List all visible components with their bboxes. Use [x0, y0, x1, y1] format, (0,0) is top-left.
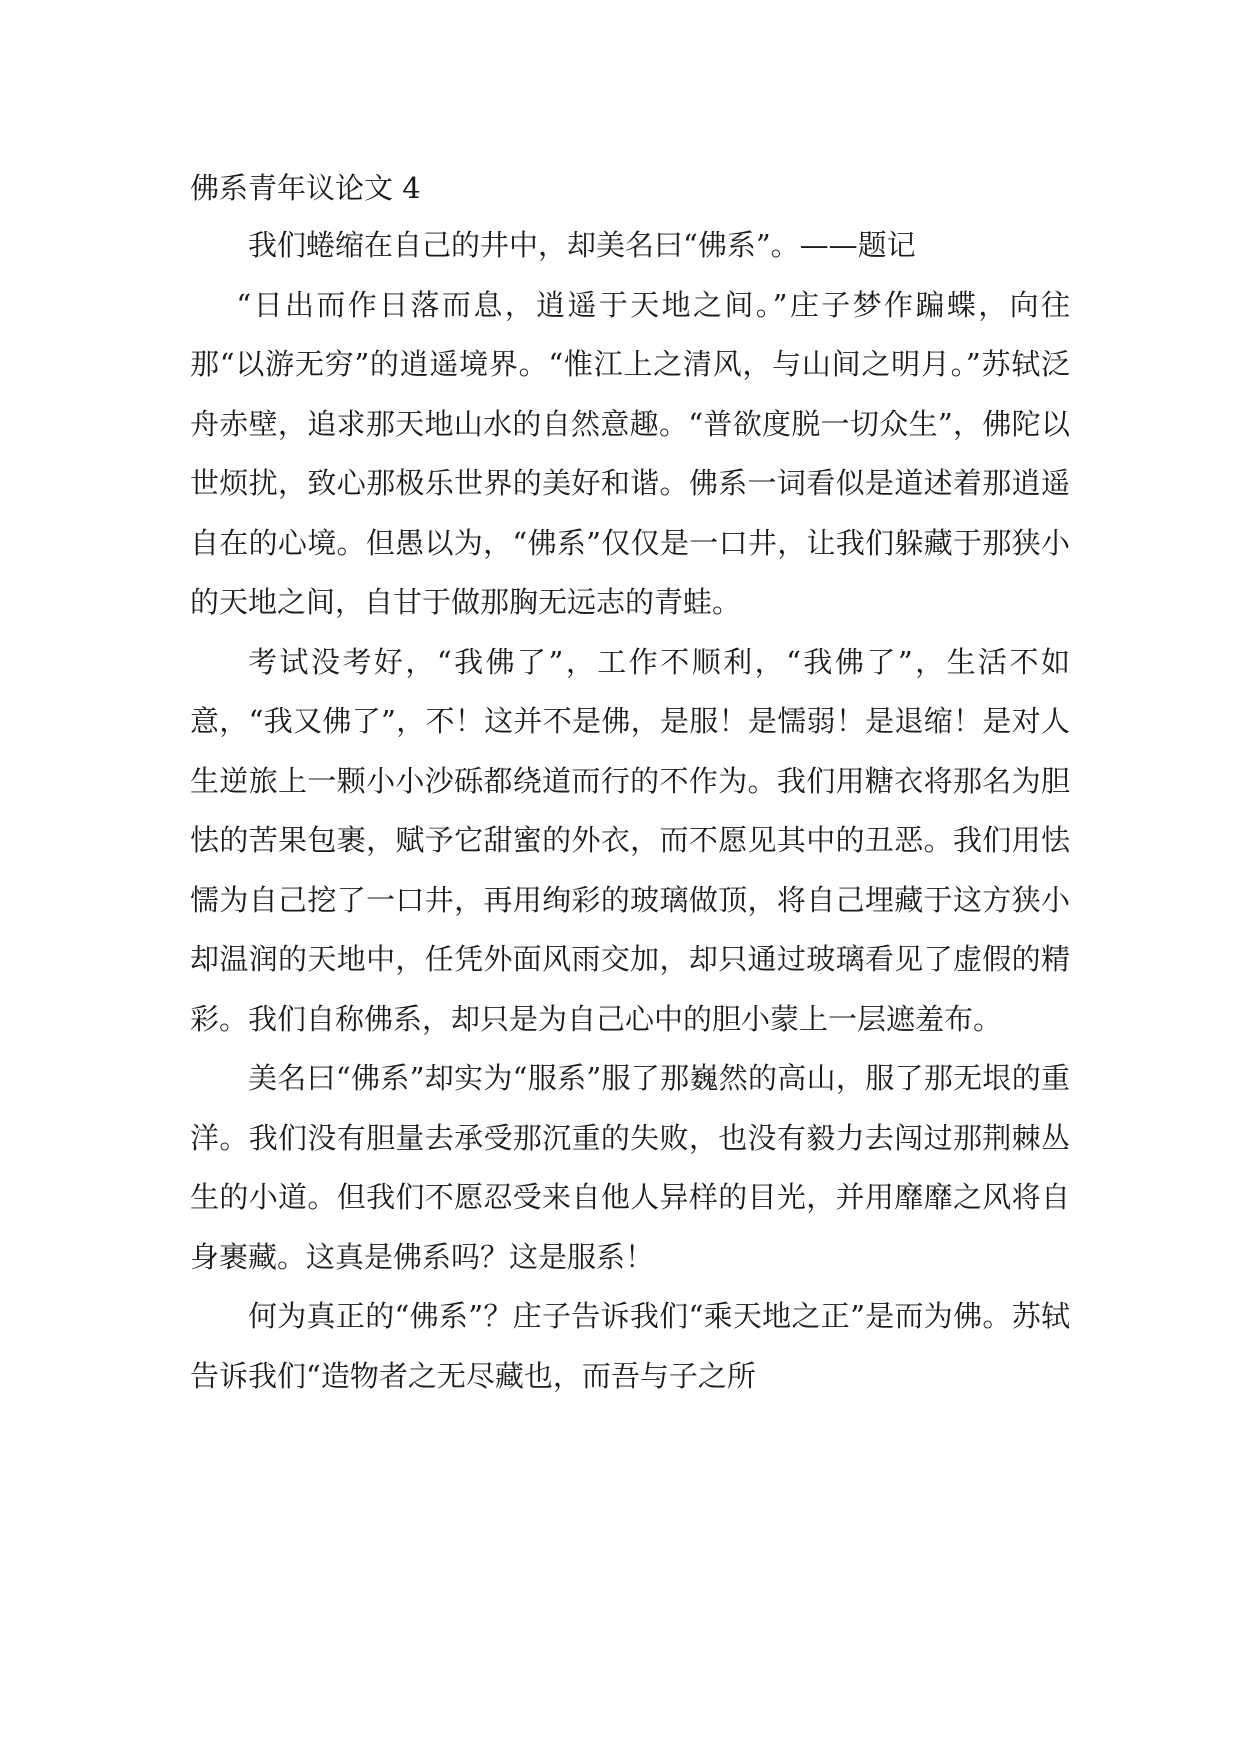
paragraph-4: 何为真正的“佛系”？庄子告诉我们“乘天地之正”是而为佛。苏轼告诉我们“造物者之无尽藏也，而吾与子之所 — [190, 1299, 1070, 1393]
document-body — [190, 160, 1070, 1406]
paragraph-1: “日出而作日落而息，逍遥于天地之间。”庄子梦作蹁蝶，向往那“以游无穷”的逍遥境界。“惟江上之清风，与山间之明月。”苏轼泛舟赤壁，追求那天地山水的自然意趣。“普欲度脱一切众生”，佛陀以世烦扰，致心那极乐世界的美好和谐。佛系一词看似是道述着那逍遥自在的心境。但愚以为，“佛系”仅仅是一口井，让我们躲藏于那狭小的天地之间，自甘于做那胸无远志的青蛙。 — [190, 287, 1070, 619]
document-title: 佛系青年议论文 4 — [190, 171, 421, 205]
paragraph-3: 美名曰“佛系”却实为“服系”服了那巍然的高山，服了那无垠的重洋。我们没有胆量去承受那沉重的失败，也没有毅力去闯过那荆棘丛生的小道。但我们不愿忍受来自他人异样的目光，并用靡靡之风将自身裹藏。这真是佛系吗？这是服系！ — [190, 1061, 1070, 1274]
paragraph-epigraph: 我们蜷缩在自己的井中，却美名曰“佛系”。——题记 — [248, 228, 916, 262]
paragraph-2: 考试没考好，“我佛了”，工作不顺利，“我佛了”，生活不如意，“我又佛了”，不！这并不是佛，是服！是懦弱！是退缩！是对人生逆旅上一颗小小沙砾都绕道而行的不作为。我们用糖衣将那名为胆怯的苦果包裹，赋予它甜蜜的外衣，而不愿见其中的丑恶。我们用怯懦为自己挖了一口井，再用绚彩的玻璃做顶，将自己埋藏于这方狭小却温润的天地中，任凭外面风雨交加，却只通过玻璃看见了虚假的精彩。我们自称佛系，却只是为自己心中的胆小蒙上一层遮羞布。 — [190, 644, 1070, 1036]
